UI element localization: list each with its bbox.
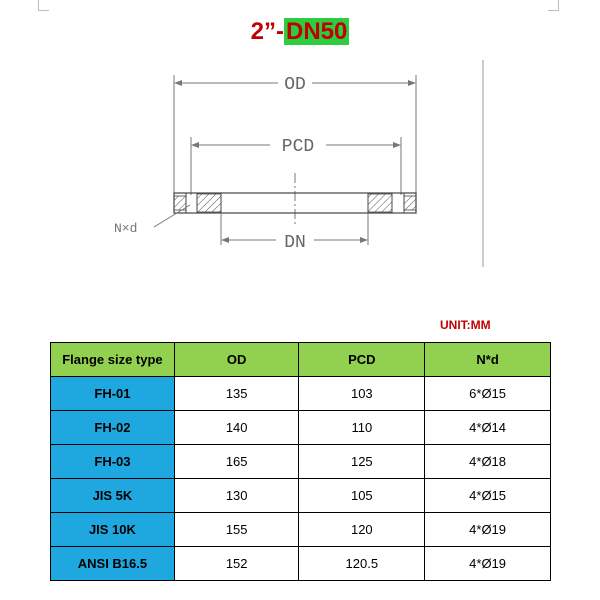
cell-type: FH-02 [51, 411, 175, 445]
cell-pcd: 103 [299, 377, 425, 411]
table-row [51, 479, 551, 513]
od-label: OD [284, 75, 306, 95]
table-row [51, 513, 551, 547]
column-header: OD [174, 343, 299, 377]
cell-nd: 4*Ø15 [425, 479, 551, 513]
cell-type: FH-01 [51, 377, 175, 411]
cell-od: 165 [174, 445, 299, 479]
cell-nd: 4*Ø19 [425, 547, 551, 581]
nd-label: N×d [114, 221, 138, 236]
cell-pcd: 120 [299, 513, 425, 547]
cell-od: 135 [174, 377, 299, 411]
cell-od: 155 [174, 513, 299, 547]
cell-nd: 4*Ø18 [425, 445, 551, 479]
table-row [51, 377, 551, 411]
corner-mark-top-right [548, 0, 559, 11]
table-row [51, 445, 551, 479]
column-header: N*d [425, 343, 551, 377]
flange-spec-table [50, 342, 551, 581]
cell-od: 130 [174, 479, 299, 513]
corner-mark-top-left [38, 0, 49, 11]
table-header-row [51, 343, 551, 377]
cell-od: 152 [174, 547, 299, 581]
column-header: PCD [299, 343, 425, 377]
dn-label: DN [284, 233, 306, 253]
pcd-label: PCD [281, 137, 315, 157]
cell-pcd: 110 [299, 411, 425, 445]
unit-label: UNIT:MM [440, 318, 491, 332]
page-title [0, 16, 600, 48]
column-header: Flange size type [51, 343, 175, 377]
cell-type: FH-03 [51, 445, 175, 479]
cell-pcd: 105 [299, 479, 425, 513]
cell-type: JIS 10K [51, 513, 175, 547]
cell-nd: 6*Ø15 [425, 377, 551, 411]
cell-pcd: 125 [299, 445, 425, 479]
cell-nd: 4*Ø19 [425, 513, 551, 547]
cell-pcd: 120.5 [299, 547, 425, 581]
flange-diagram [100, 55, 500, 275]
table-row [51, 411, 551, 445]
cell-od: 140 [174, 411, 299, 445]
cell-type: JIS 5K [51, 479, 175, 513]
title-highlight: DN50 [285, 18, 348, 45]
cell-type: ANSI B16.5 [51, 547, 175, 581]
cell-nd: 4*Ø14 [425, 411, 551, 445]
title-prefix: 2”- [250, 18, 284, 45]
table-row [51, 547, 551, 581]
nd-leader-line [154, 205, 190, 227]
